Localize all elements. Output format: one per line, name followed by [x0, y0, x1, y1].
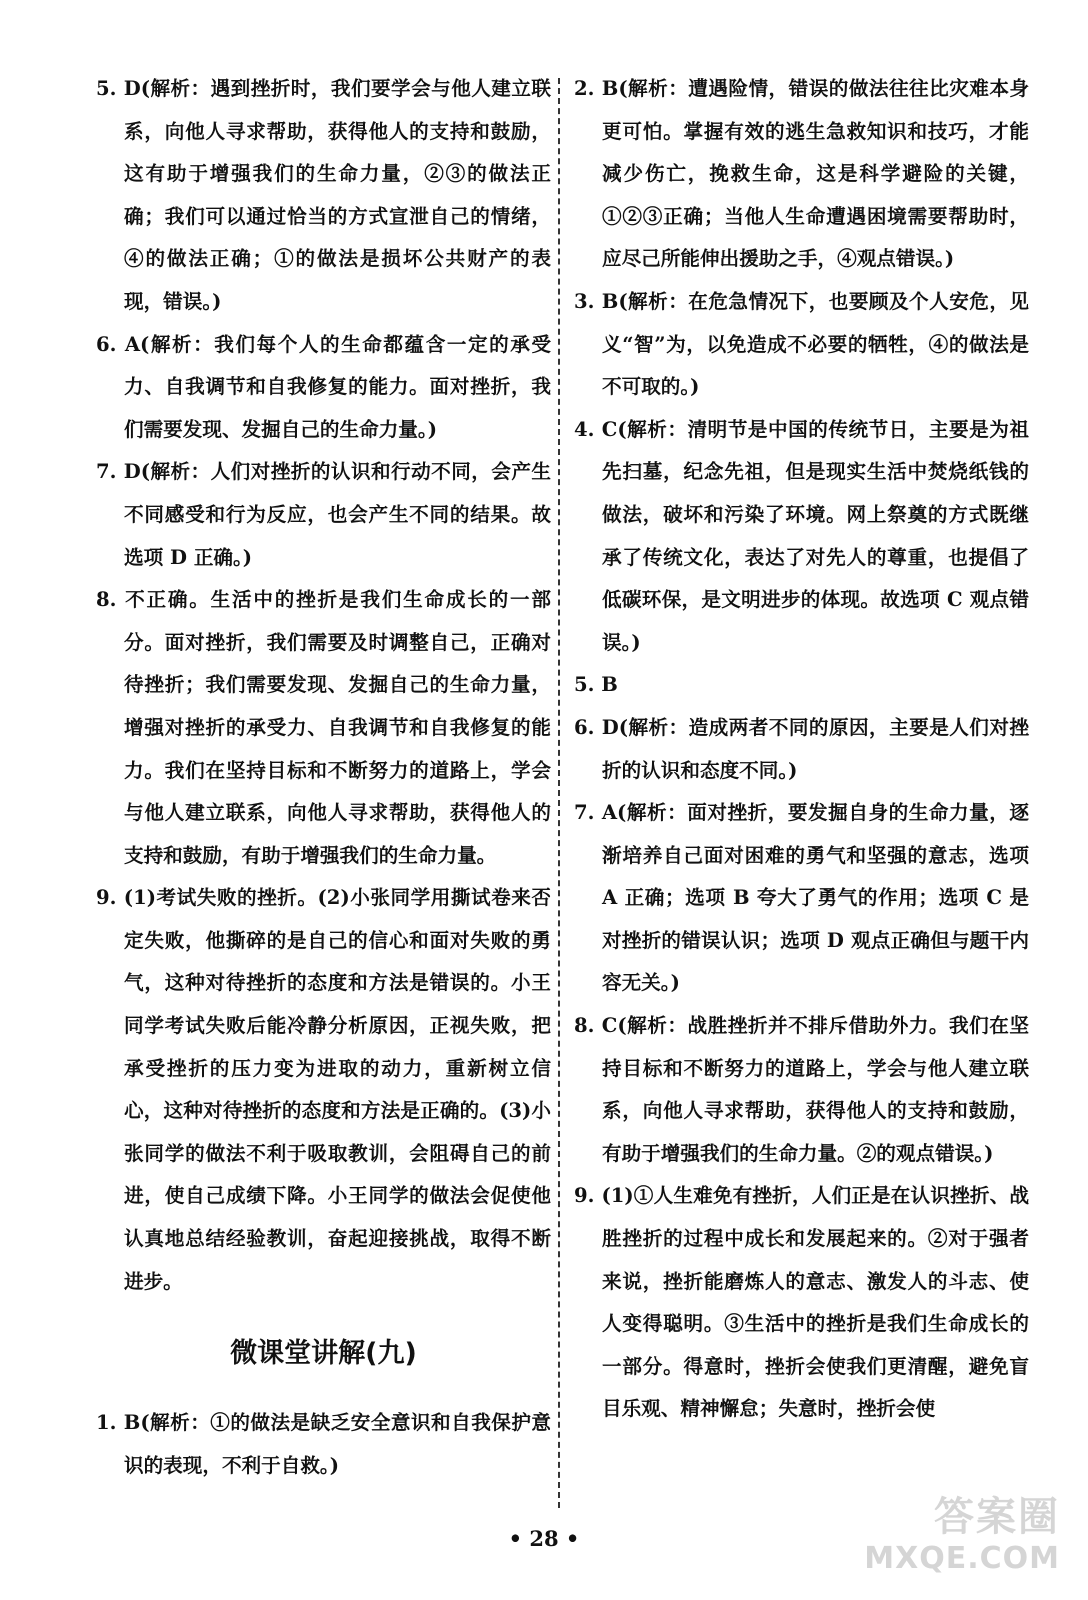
answer-item-9b: 9. (1)①人生难免有挫折，人们正是在认识挫折、战胜挫折的过程中成长和发展起来的。②对于强者来说，挫折能磨炼人的意志、激发人的斗志、使人变得聪明。③生活中的挫折是我们生命成长的一部分。得意时，挫折会使我们更清醒，避免盲目乐观、精神懈怠；失意时，挫折会使: [574, 1184, 1029, 1421]
answer-item-6b: 6. D(解析：造成两者不同的原因，主要是人们对挫折的认识和态度不同。): [574, 715, 1029, 782]
answer-item-5b: 5. B: [574, 673, 618, 697]
answer-item-8b: 8. C(解析：战胜挫折并不排斥借助外力。我们在坚持目标和不断努力的道路上，学会与他人建立联系，向他人寻求帮助，获得他人的支持和鼓励，有助于增强我们的生命力量。②的观点错误。): [574, 1014, 1029, 1165]
page-number: • 28 •: [508, 1526, 580, 1551]
answer-item-7b: 7. A(解析：面对挫折，要发掘自身的生命力量，逐渐培养自己面对困难的勇气和坚强的意志，选项 A 正确；选项 B 夸大了勇气的作用；选项 C 是对挫折的错误认识；选项 D 观点正确但与题干内容无关。): [574, 801, 1029, 995]
answer-item-8: 8. 不正确。生活中的挫折是我们生命成长的一部分。面对挫折，我们需要及时调整自己，正确对待挫折；我们需要发现、发掘自己的生命力量，增强对挫折的承受力、自我调节和自我修复的能力。我们在坚持目标和不断努力的道路上，学会与他人建立联系，向他人寻求帮助，获得他人的支持和鼓励，有助于增强我们的生命力量。: [96, 588, 551, 867]
answer-item-7: 7. D(解析：人们对挫折的认识和行动不同，会产生不同感受和行为反应，也会产生不同的结果。故选项 D 正确。): [96, 460, 551, 569]
left-column: [96, 68, 551, 1487]
watermark-logo-text: 答案圈: [934, 1494, 1060, 1540]
answer-item-9: 9. (1)考试失败的挫折。(2)小张同学用撕试卷来否定失败，他撕碎的是自己的信心和面对失败的勇气，这种对待挫折的态度和方法是错误的。小王同学考试失败后能冷静分析原因，正视失败，把承受挫折的压力变为进取的动力，重新树立信心，这种对待挫折的态度和方法是正确的。(3)小张同学的做法不利于吸取教训，会阻碍自己的前进，使自己成绩下降。小王同学的做法会促使他认真地总结经验教训，奋起迎接挑战，取得不断进步。: [96, 886, 551, 1293]
answer-item-3: 3. B(解析：在危急情况下，也要顾及个人安危，见义“智”为，以免造成不必要的牺牲，④的做法是不可取的。): [574, 289, 1029, 399]
column-divider: [558, 78, 560, 1508]
right-column: [574, 68, 1029, 1431]
answer-item-1: 1. B(解析：①的做法是缺乏安全意识和自我保护意识的表现，不利于自救。): [96, 1411, 551, 1477]
answer-item-5: 5. D(解析：遇到挫折时，我们要学会与他人建立联系，向他人寻求帮助，获得他人的支持和鼓励，这有助于增强我们的生命力量，②③的做法正确；我们可以通过恰当的方式宣泄自己的情绪，④的做法正确；①的做法是损坏公共财产的表现，错误。): [96, 77, 551, 313]
answer-item-4: 4. C(解析：清明节是中国的传统节日，主要是为祖先扫墓，纪念先祖，但是现实生活中焚烧纸钱的做法，破坏和污染了环境。网上祭奠的方式既继承了传统文化，表达了对先人的尊重，也提倡了低碳环保，是文明进步的体现。故选项 C 观点错误。): [574, 417, 1029, 654]
site-watermark: [824, 1492, 1060, 1582]
answer-item-2: 2. B(解析：遭遇险情，错误的做法往往比灾难本身更可怕。掌握有效的逃生急救知识和技巧，才能减少伤亡，挽救生命，这是科学避险的关键，①②③正确；当他人生命遭遇困境需要帮助时，应尽己所能伸出援助之手，④观点错误。): [574, 77, 1029, 271]
answer-item-6: 6. A(解析：我们每个人的生命都蕴含一定的承受力、自我调节和自我修复的能力。面对挫折，我们需要发现、发掘自己的生命力量。): [96, 332, 551, 441]
watermark-url-text: MXQE.COM: [864, 1541, 1060, 1576]
section-title: 微课堂讲解(九): [230, 1338, 417, 1370]
watermark-text: [824, 1492, 1060, 1582]
